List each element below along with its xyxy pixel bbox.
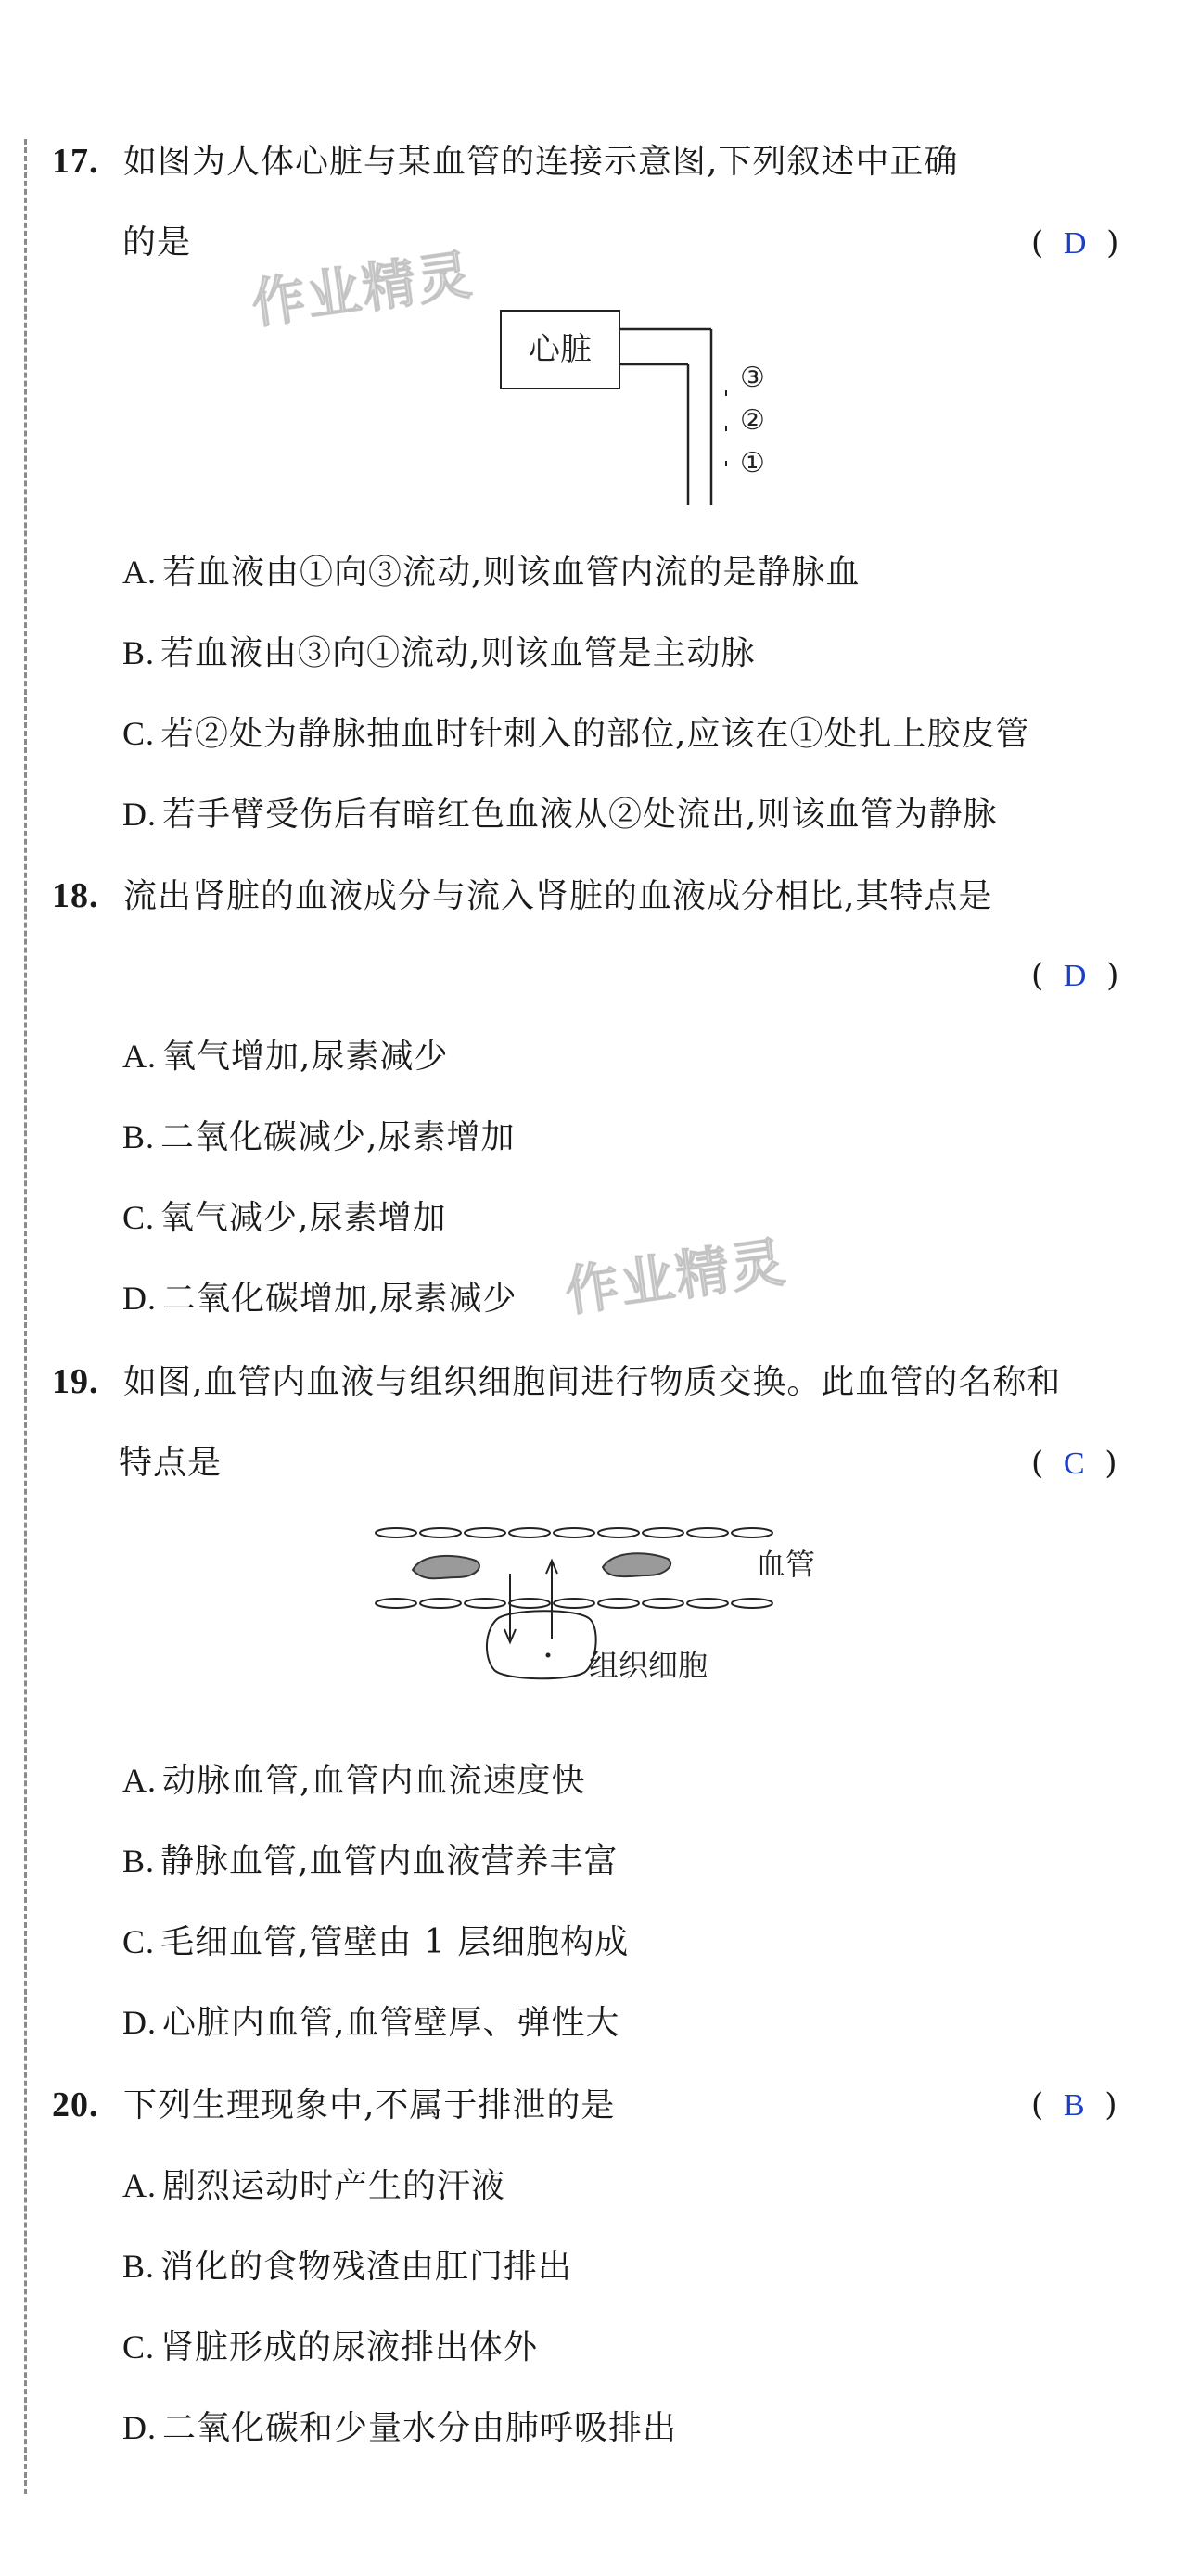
answer-bracket: ( D ) — [1031, 224, 1119, 261]
answer-letter: B — [1063, 2088, 1085, 2123]
heart-vessel-diagram — [491, 301, 788, 510]
label-2: ② — [740, 404, 765, 437]
question-stem: 流出肾脏的血液成分与流入肾脏的血液成分相比,其特点是 — [122, 877, 993, 915]
option-a[interactable]: A. 动脉血管,血管内血流速度快 — [122, 1762, 586, 1800]
option-a[interactable]: A. 氧气增加,尿素减少 — [122, 1038, 449, 1076]
question-stem: 如图,血管内血液与组织细胞间进行物质交换。此血管的名称和 — [122, 1363, 1062, 1401]
option-b[interactable]: B. 若血液由③向①流动,则该血管是主动脉 — [122, 634, 756, 672]
answer-bracket: ( D ) — [1031, 957, 1119, 994]
answer-bracket: ( B ) — [1031, 2086, 1117, 2123]
option-c[interactable]: C. 毛细血管,管壁由 1 层细胞构成 — [122, 1923, 630, 1961]
label-3: ③ — [740, 362, 765, 394]
option-c[interactable]: C. 若②处为静脉抽血时针刺入的部位,应该在①处扎上胶皮管 — [122, 715, 1030, 753]
question-number: 17. — [52, 142, 99, 181]
option-c[interactable]: C. 氧气减少,尿素增加 — [122, 1199, 447, 1237]
option-d[interactable]: D. 二氧化碳增加,尿素减少 — [122, 1280, 517, 1318]
option-b[interactable]: B. 静脉血管,血管内血液营养丰富 — [122, 1843, 619, 1881]
dashed-margin-line — [24, 139, 27, 2494]
option-b[interactable]: B. 二氧化碳减少,尿素增加 — [122, 1118, 516, 1156]
option-c[interactable]: C. 肾脏形成的尿液排出体外 — [122, 2328, 539, 2366]
option-d[interactable]: D. 心脏内血管,血管壁厚、弹性大 — [122, 2004, 620, 2042]
option-d[interactable]: D. 若手臂受伤后有暗红色血液从②处流出,则该血管为静脉 — [122, 796, 998, 834]
answer-bracket: ( C ) — [1031, 1445, 1117, 1482]
capillary-diagram — [366, 1516, 849, 1688]
watermark: 作业精灵 — [248, 242, 478, 337]
question-number: 19. — [52, 1362, 99, 1401]
option-d[interactable]: D. 二氧化碳和少量水分由肺呼吸排出 — [122, 2409, 678, 2447]
question-number: 20. — [52, 2085, 99, 2124]
option-b[interactable]: B. 消化的食物残渣由肛门排出 — [122, 2248, 573, 2286]
option-a[interactable]: A. 剧烈运动时产生的汗液 — [122, 2167, 506, 2205]
question-stem: 如图为人体心脏与某血管的连接示意图,下列叙述中正确 — [122, 143, 959, 181]
label-1: ① — [740, 447, 765, 479]
question-number: 18. — [52, 876, 99, 915]
question-stem-cont: 特点是 — [119, 1444, 223, 1482]
cell-label: 组织细胞 — [589, 1648, 708, 1683]
answer-letter: D — [1063, 226, 1087, 261]
answer-letter: C — [1063, 1447, 1085, 1481]
vessel-label: 血管 — [756, 1547, 816, 1582]
answer-letter: D — [1063, 959, 1087, 993]
question-stem-cont: 的是 — [122, 223, 192, 261]
watermark: 作业精灵 — [561, 1230, 791, 1324]
question-stem: 下列生理现象中,不属于排泄的是 — [122, 2086, 616, 2124]
option-a[interactable]: A. 若血液由①向③流动,则该血管内流的是静脉血 — [122, 554, 861, 592]
heart-box-label: 心脏 — [529, 331, 592, 368]
